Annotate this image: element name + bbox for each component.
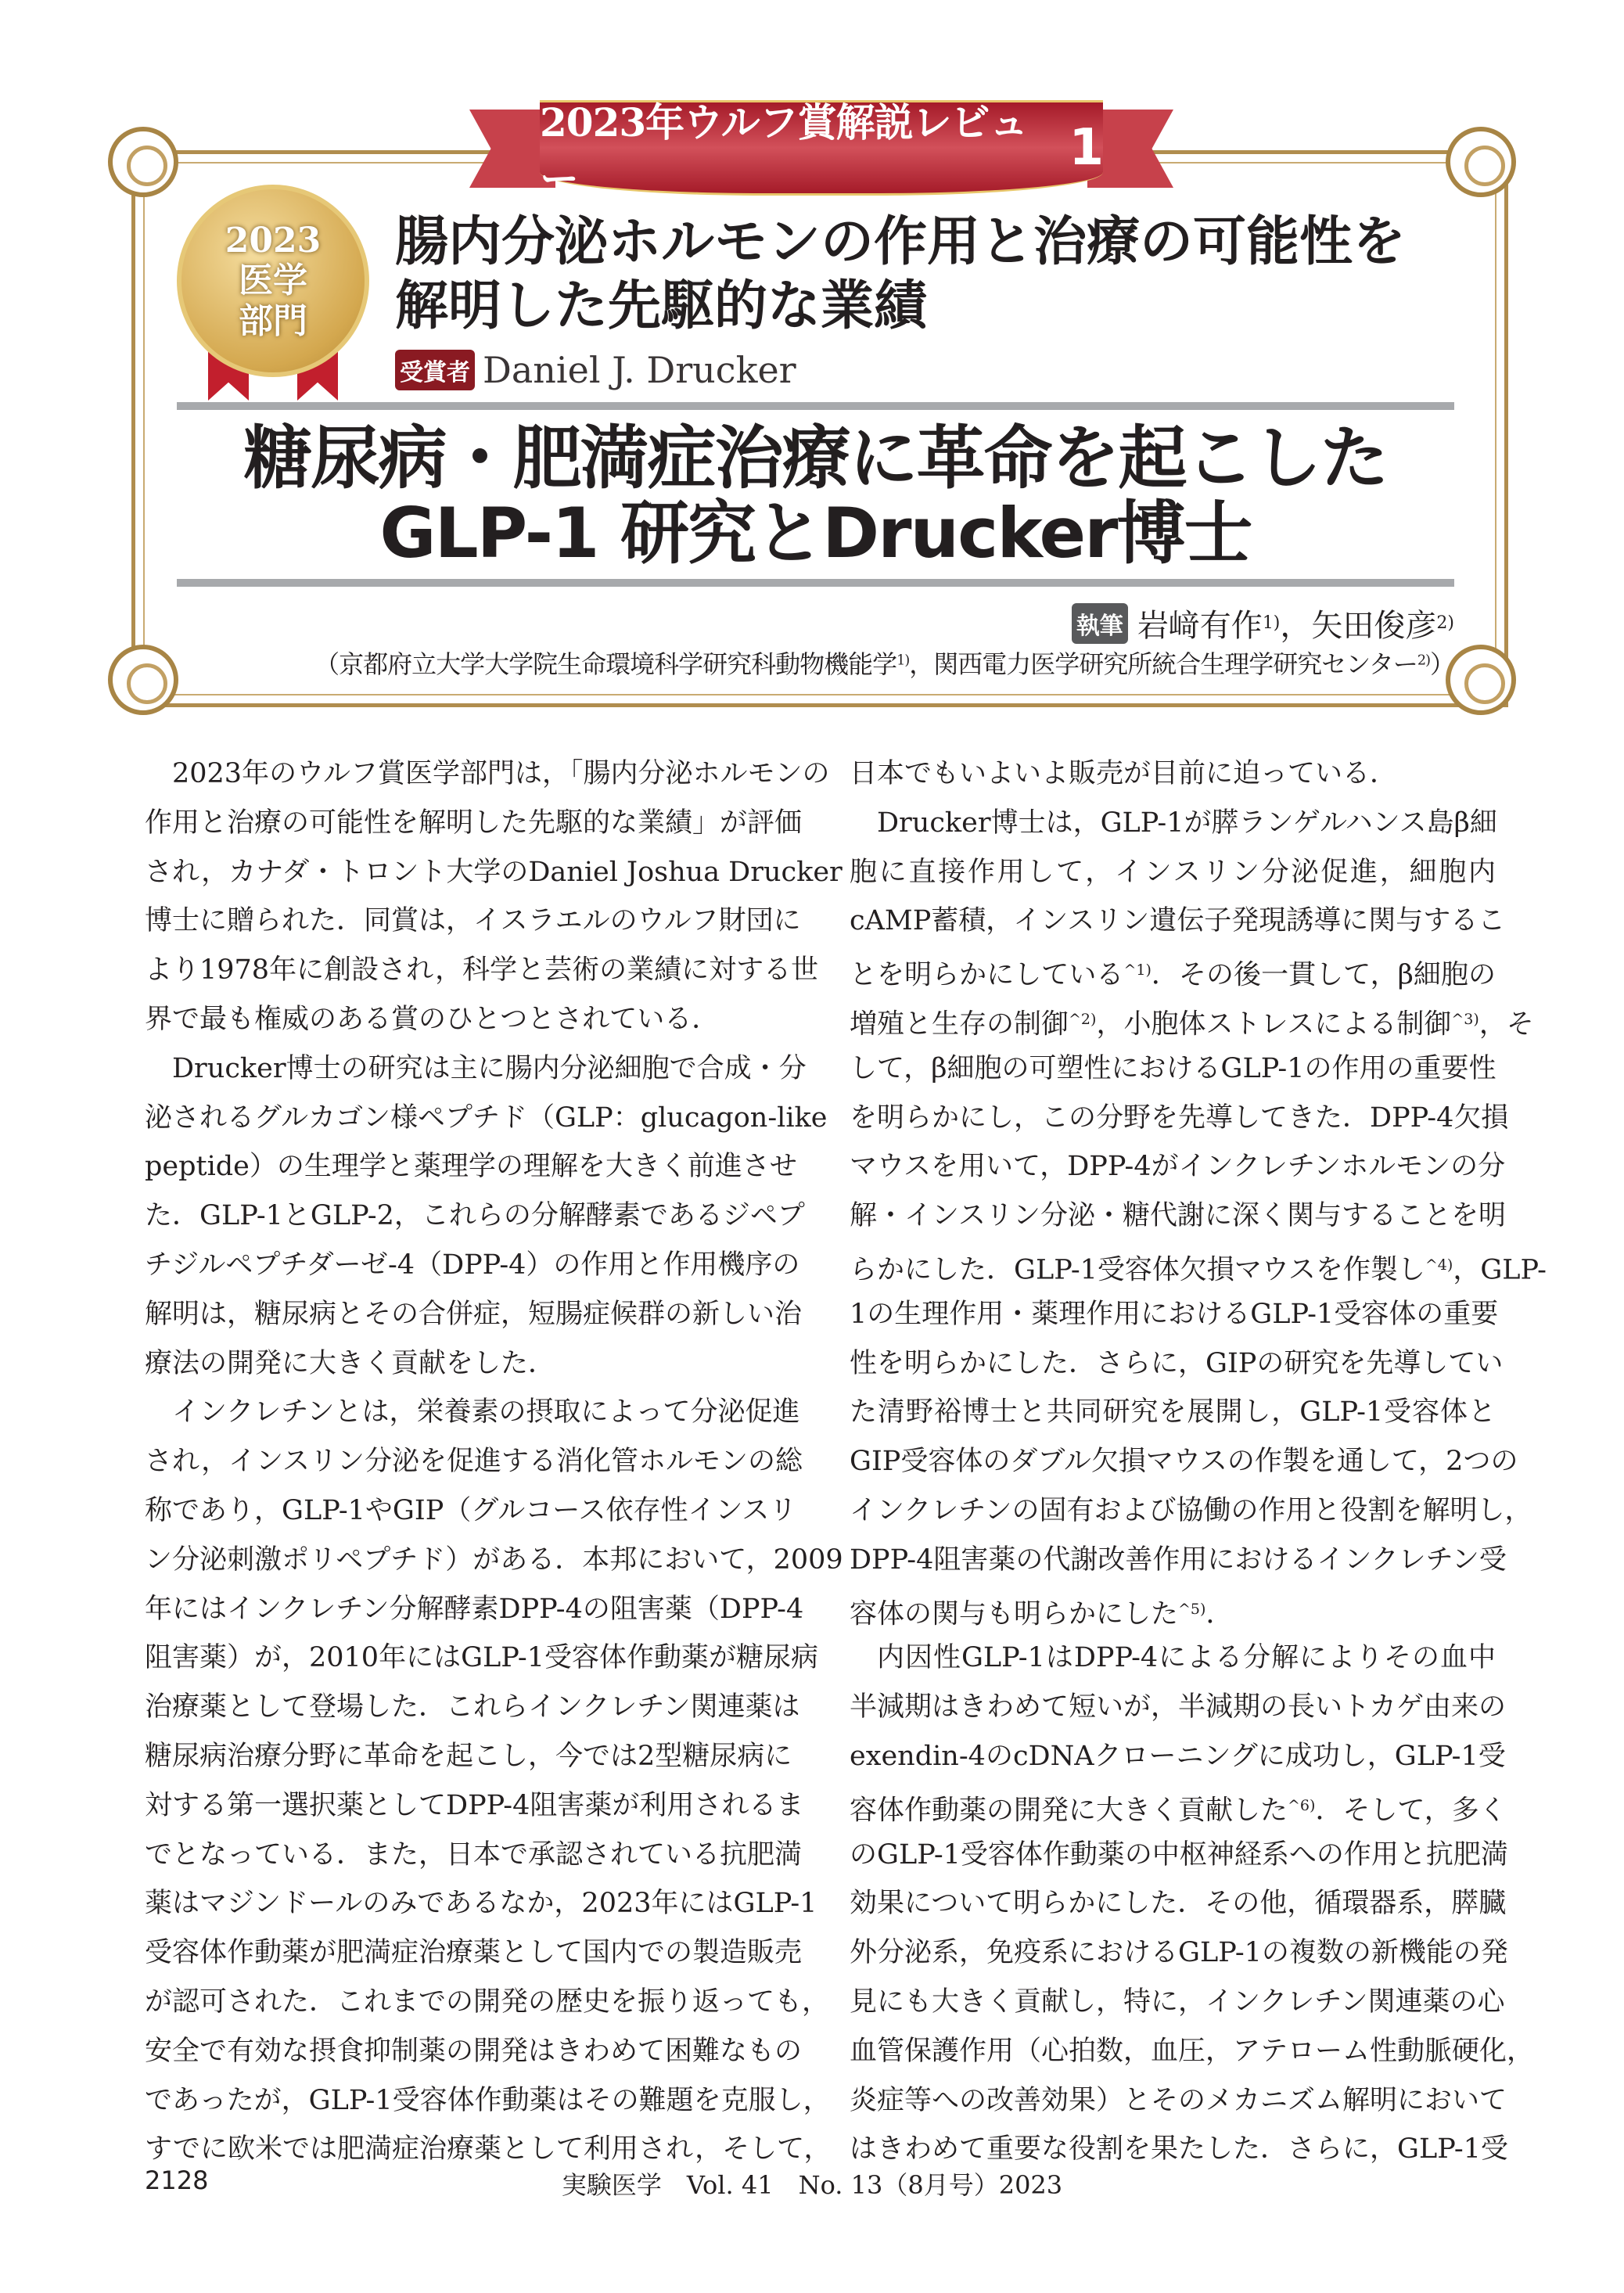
text-line: 阻害薬）が，2010年にはGLP-1受容体作動薬が糖尿病 — [145, 1642, 819, 1674]
affiliation-ref: 2) — [1417, 652, 1430, 669]
text-line: 効果について明らかにした．その他，循環器系，膵臓 — [850, 1888, 1507, 1920]
reference-number: ^5) — [1178, 1600, 1206, 1618]
main-title-line: GLP-1 研究とDrucker博士 — [379, 493, 1252, 573]
affiliation-text: ，関西電力医学研究所統合生理学研究センター — [909, 649, 1417, 679]
text-line: すでに欧米では肥満症治療薬として利用され，そして， — [145, 2133, 832, 2165]
text-segment: ，GLP- — [1453, 1254, 1547, 1286]
text-segment: とを明らかにしている — [850, 959, 1124, 991]
text-segment: ，そ — [1478, 1008, 1534, 1040]
reference-number: ^4) — [1425, 1256, 1453, 1274]
text-line: 見にも大きく貢献し，特に，インクレチン関連薬の心 — [850, 1986, 1505, 2018]
text-line: はきわめて重要な役割を果たした．さらに，GLP-1受 — [850, 2133, 1508, 2165]
text-line — [850, 1241, 1547, 1290]
text-line: peptide）の生理学と薬理学の理解を大きく前進させ — [145, 1151, 797, 1183]
text-line — [850, 1781, 1507, 1831]
award-title-line: 腸内分泌ホルモンの作用と治療の可能性を — [395, 210, 1407, 273]
awardee-tag: 受賞者 — [395, 350, 475, 390]
text-line: 半減期はきわめて短いが，半減期の長いトカゲ由来の — [850, 1691, 1506, 1723]
text-line: 年にはインクレチン分解酵素DPP-4の阻害薬（DPP-4 — [145, 1593, 804, 1625]
frame-corner-ornament — [108, 645, 178, 715]
text-line: インクレチンの固有および協働の作用と役割を解明し， — [850, 1494, 1532, 1526]
reference-number: ^3) — [1451, 1010, 1479, 1028]
text-line: 外分泌系，免疫系におけるGLP-1の複数の新機能の発 — [850, 1937, 1508, 1969]
text-line: Drucker博士の研究は主に腸内分泌細胞で合成・分 — [172, 1052, 807, 1084]
text-line: 療法の開発に大きく貢献をした． — [145, 1347, 556, 1379]
text-line: exendin-4のcDNAクローニングに成功し，GLP-1受 — [850, 1740, 1506, 1772]
text-segment: ，小胞体ストレスによる制御 — [1096, 1008, 1452, 1040]
text-line: 胞に直接作用して，インスリン分泌促進，細胞内 — [850, 856, 1496, 888]
divider — [177, 402, 1454, 410]
text-line: 泌されるグルカゴン様ペプチド（GLP：glucagon-like — [145, 1102, 828, 1134]
body-column-right — [850, 749, 1547, 2174]
authors — [1072, 601, 1454, 645]
text-segment: ．その後一貫して，β細胞の — [1151, 959, 1496, 991]
text-line: 博士に贈られた．同賞は，イスラエルのウルフ財団に — [145, 905, 801, 937]
text-line: 作用と治療の可能性を解明した先駆的な業績」が評価 — [145, 807, 803, 839]
divider — [177, 579, 1454, 587]
medal-year: 2023 — [225, 220, 322, 261]
medal-dept: 医学 — [239, 260, 307, 300]
text-line: チジルペプチダーゼ-4（DPP-4）の作用と作用機序の — [145, 1249, 800, 1281]
text-line: 受容体作動薬が肥満症治療薬として国内での製造販売 — [145, 1937, 803, 1969]
frame-corner-ornament — [1446, 645, 1516, 715]
text-line: を明らかにし，この分野を先導してきた．DPP-4欠損 — [850, 1102, 1509, 1134]
text-segment: 容体の関与も明らかにした — [850, 1598, 1179, 1630]
reference-number: ^2) — [1069, 1010, 1097, 1028]
affiliation-ref: 1) — [1262, 613, 1281, 633]
text-line: 血管保護作用（心拍数，血圧，アテローム性動脈硬化， — [850, 2035, 1535, 2067]
text-line — [850, 995, 1534, 1044]
text-line: より1978年に創設され，科学と芸術の業績に対する世 — [145, 954, 819, 987]
series-ribbon — [469, 100, 1173, 207]
text-segment: 容体作動薬の開発に大きく貢献した — [850, 1795, 1288, 1827]
text-line: でとなっている．また，日本で承認されている抗肥満 — [145, 1838, 803, 1871]
medal-disc — [177, 185, 369, 377]
text-line: cAMP蓄積，インスリン遺伝子発現誘導に関与するこ — [850, 905, 1506, 937]
text-line: 炎症等への改善効果）とそのメカニズム解明において — [850, 2084, 1507, 2116]
text-line: され，カナダ・トロント大学のDaniel Joshua Drucker — [145, 856, 843, 888]
affiliation-ref: 1) — [896, 652, 910, 669]
body-column-left — [145, 749, 843, 2174]
page-number: 2128 — [145, 2165, 209, 2195]
main-title — [177, 418, 1454, 573]
text-line: 薬はマジンドールのみであるなか，2023年にはGLP-1 — [145, 1888, 817, 1920]
affiliation-ref: 2) — [1436, 613, 1454, 633]
text-line: が認可された．これまでの開発の歴史を振り返っても， — [145, 1986, 830, 2018]
text-line: され，インスリン分泌を促進する消化管ホルモンの総 — [145, 1446, 803, 1478]
text-line: マウスを用いて，DPP-4がインクレチンホルモンの分 — [850, 1151, 1506, 1183]
text-line: 1の生理作用・薬理作用におけるGLP-1受容体の重要 — [850, 1298, 1499, 1330]
main-title-line: 糖尿病・肥満症治療に革命を起こした — [243, 418, 1388, 498]
text-line — [850, 946, 1496, 995]
journal-citation: 実験医学 Vol. 41 No. 13（8月号）2023 — [561, 2170, 1063, 2200]
text-line: GIP受容体のダブル欠損マウスの作製を通して，2つの — [850, 1446, 1518, 1478]
frame-corner-ornament — [108, 127, 178, 197]
award-title — [395, 210, 1406, 338]
text-line: 解・インスリン分泌・糖代謝に深く関与することを明 — [850, 1200, 1506, 1232]
text-line: 内因性GLP-1はDPP-4による分解によりその血中 — [877, 1642, 1496, 1674]
separator: ， — [1280, 608, 1312, 644]
text-line: 安全で有効な摂食抑制薬の開発はきわめて困難なもの — [145, 2035, 803, 2067]
text-line: 糖尿病治療分野に革命を起こし，今では2型糖尿病に — [145, 1740, 792, 1772]
text-line — [850, 1585, 1496, 1634]
text-line: Drucker博士は，GLP-1が膵ランゲルハンス島β細 — [877, 807, 1497, 839]
award-title-line: 解明した先駆的な業績 — [395, 275, 928, 337]
text-line: 界で最も権威のある賞のひとつとされている． — [145, 1003, 720, 1035]
text-line: 対する第一選択薬としてDPP-4阻害薬が利用されるま — [145, 1789, 804, 1821]
text-line: インクレチンとは，栄養素の摂取によって分泌促進 — [172, 1396, 800, 1429]
text-line: 日本でもいよいよ販売が目前に迫っている． — [850, 758, 1398, 789]
text-line: 称であり，GLP-1やGIP（グルコース依存性インスリ — [145, 1494, 797, 1526]
text-line: 2023年のウルフ賞医学部門は，「腸内分泌ホルモンの — [172, 758, 830, 789]
text-line: DPP-4阻害薬の代謝改善作用におけるインクレチン受 — [850, 1544, 1507, 1576]
author-name: 矢田俊彦 — [1311, 608, 1437, 644]
affiliation-text: ） — [1429, 649, 1454, 679]
text-line: して，β細胞の可塑性におけるGLP-1の作用の重要性 — [850, 1052, 1496, 1084]
reference-number: ^1) — [1123, 961, 1152, 979]
award-medal — [177, 185, 369, 401]
text-line: であったが，GLP-1受容体作動薬はその難題を克服し， — [145, 2084, 831, 2116]
ribbon-number: 1 — [1069, 119, 1103, 177]
text-line: た．GLP-1とGLP-2，これらの分解酵素であるジペプ — [145, 1200, 805, 1232]
affiliation-text: （京都府立大学大学院生命環境科学研究科動物機能学 — [314, 649, 897, 679]
medal-dept: 部門 — [239, 300, 307, 341]
awardee-name: Daniel J. Drucker — [483, 349, 796, 391]
text-line: ン分泌刺激ポリペプチド）がある．本邦において，2009 — [145, 1544, 843, 1576]
authors-tag: 執筆 — [1072, 603, 1128, 644]
awardee — [395, 349, 796, 391]
text-line: 性を明らかにした．さらに，GIPの研究を先導してい — [850, 1347, 1504, 1379]
reference-number: ^6) — [1288, 1796, 1316, 1814]
text-line: 治療薬として登場した．これらインクレチン関連薬は — [145, 1691, 800, 1723]
text-line: た清野裕博士と共同研究を展開し，GLP-1受容体と — [850, 1396, 1496, 1429]
text-segment: ． — [1205, 1598, 1234, 1630]
author-name: 岩﨑有作 — [1137, 608, 1263, 644]
text-segment: ．そして，多く — [1315, 1795, 1507, 1827]
affiliations — [203, 645, 1454, 681]
ribbon-text: 2023年ウルフ賞解説レビュー — [540, 99, 1028, 202]
text-line: 解明は，糖尿病とその合併症，短腸症候群の新しい治 — [145, 1298, 803, 1330]
ribbon-band — [540, 99, 1103, 202]
text-line: のGLP-1受容体作動薬の中枢神経系への作用と抗肥満 — [850, 1838, 1508, 1871]
frame-corner-ornament — [1446, 127, 1516, 197]
text-segment: らかにした．GLP-1受容体欠損マウスを作製し — [850, 1254, 1425, 1286]
text-segment: 増殖と生存の制御 — [850, 1008, 1069, 1040]
